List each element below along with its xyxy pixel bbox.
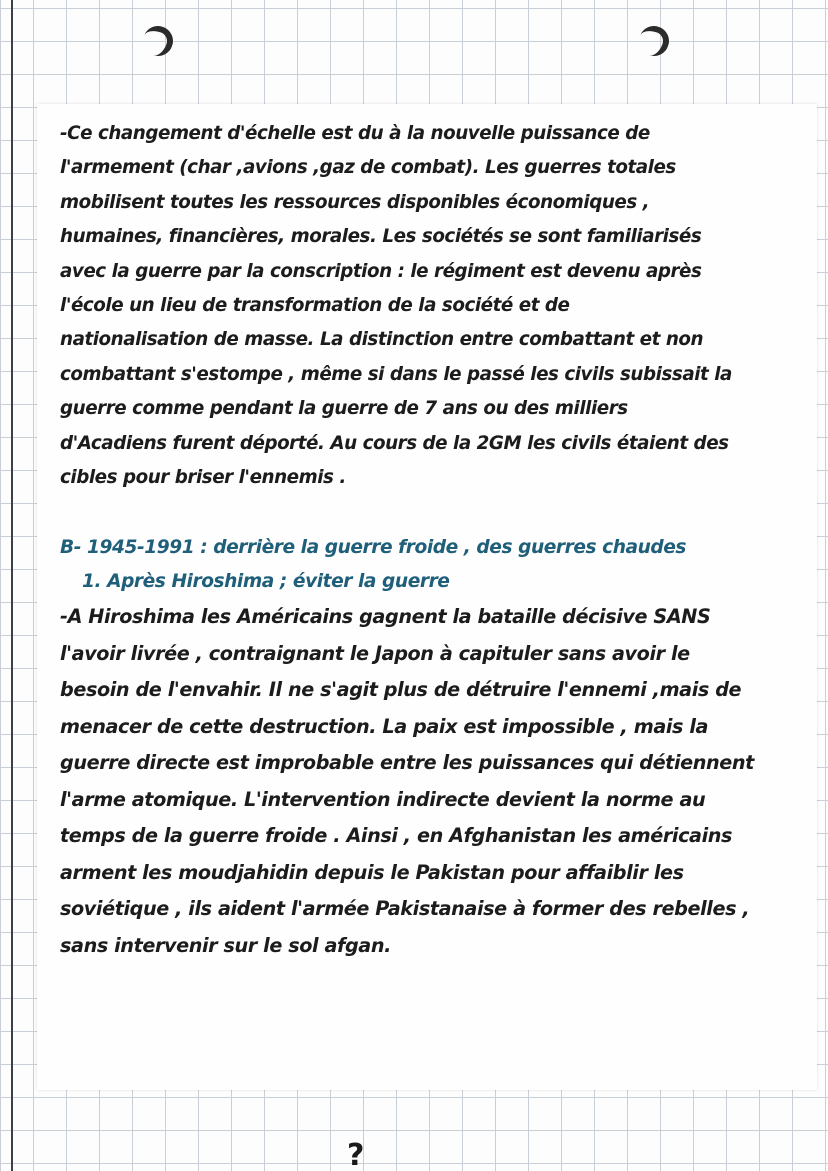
- text-line: -A Hiroshima les Américains gagnent la bataille décisive SANS: [60, 605, 711, 628]
- page-mark: ?: [347, 1138, 365, 1171]
- text-line: guerre directe est improbable entre les puissances qui détiennent: [60, 751, 754, 774]
- text-line: d'Acadiens furent déporté. Au cours de la 2GM les civils étaient des: [60, 432, 729, 454]
- text-line: l'avoir livrée , contraignant le Japon à capituler sans avoir le: [60, 641, 690, 665]
- text-line: soviétique , ils aident l'armée Pakistanaise à former des rebelles ,: [60, 897, 750, 920]
- text-line: mobilisent toutes les ressources disponibles économiques ,: [60, 191, 650, 213]
- text-line: -Ce changement d'échelle est du à la nouvelle puissance de: [60, 123, 650, 144]
- text-line: guerre comme pendant la guerre de 7 ans ou des milliers: [60, 398, 628, 420]
- text-line: humaines, financières, morales. Les sociétés se sont familiarisés: [60, 226, 702, 248]
- binder-ring-icon: [139, 22, 177, 60]
- section-heading: B- 1945-1991 : derrière la guerre froide , des guerres chaudes: [60, 537, 687, 558]
- binder-ring-icon: [635, 22, 673, 60]
- text-line: besoin de l'envahir. Il ne s'agit plus de détruire l'ennemi ,mais de: [60, 678, 742, 701]
- text-line: l'armement (char ,avions ,gaz de combat). Les guerres totales: [60, 157, 676, 179]
- text-line: nationalisation de masse. La distinction entre combattant et non: [60, 329, 704, 351]
- text-line: l'arme atomique. L'intervention indirecte devient la norme au: [60, 787, 706, 811]
- section-b-headings: [60, 531, 800, 599]
- paragraph-total-war: [60, 117, 800, 495]
- text-line: temps de la guerre froide . Ainsi , en Afghanistan les américains: [60, 824, 733, 847]
- text-line: sans intervenir sur le sol afgan.: [60, 933, 391, 957]
- text-line: l'école un lieu de transformation de la société et de: [60, 294, 570, 316]
- text-line: avec la guerre par la conscription : le régiment est devenu après: [60, 260, 702, 282]
- notebook-margin-line: [11, 0, 13, 1171]
- text-line: cibles pour briser l'ennemis .: [60, 466, 346, 488]
- paragraph-hiroshima: [60, 599, 800, 964]
- text-line: combattant s'estompe , même si dans le passé les civils subissait la: [60, 363, 732, 385]
- section-subheading: 1. Après Hiroshima ; éviter la guerre: [82, 571, 450, 592]
- text-line: menacer de cette destruction. La paix est impossible , mais la: [60, 714, 709, 738]
- text-line: arment les moudjahidin depuis le Pakistan pour affaiblir les: [60, 860, 684, 884]
